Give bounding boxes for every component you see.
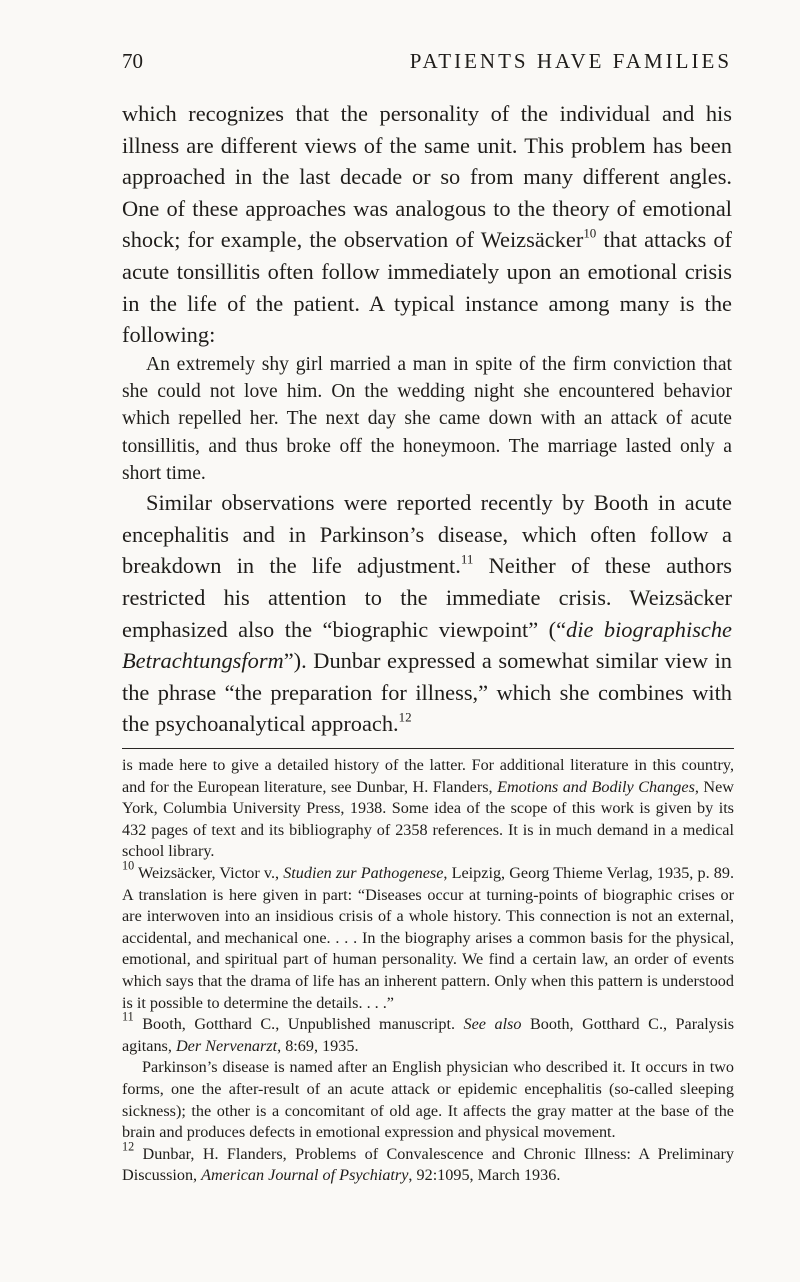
german-phrase: die biographische Betrachtungsform bbox=[122, 616, 732, 674]
running-title: PATIENTS HAVE FAMILIES bbox=[409, 49, 732, 73]
footnote-ref-10: 10 bbox=[583, 226, 597, 242]
paragraph-1: which recognizes that the personality of the individual and his illness are different views of the same unit. This problem has been approached in the last decade or so from many different angles. One of these approaches was analogous to the theory of emotional shock; for example, the observation of Weizsäcker$^{10}$ that attacks of acute tonsillitis often follow immediately upon an emotional crisis in the life of the patient. A typical instance among many is the following: bbox=[122, 101, 732, 348]
footnote-12: $^{12}$ Dunbar, H. Flanders, Problems of Convalescence and Chronic Illness: A Preliminary Discussion, American Journal of Psychiatry, 92:1095, March 1936. bbox=[122, 1138, 734, 1185]
running-header bbox=[122, 44, 732, 78]
footnote-11-parkinson-note: Parkinson’s disease is named after an English physician who described it. It occurs in two forms, one the after-result of an acute attack or epidemic encephalitis (so-called sleeping sickness); the other is a concomitant of old age. It affects the gray matter at the base of the brain and produces defects in emotional expression and physical movement. bbox=[122, 1058, 734, 1142]
main-text bbox=[122, 98, 732, 740]
footnote-ref-11: 11 bbox=[460, 552, 474, 568]
footnotes bbox=[122, 755, 734, 1187]
footnote-continuation: is made here to give a detailed history of the latter. For additional literature in this country, and for the European literature, see Dunbar, H. Flanders, Emotions and Bodily Changes, New York, Columbia University Press, 1938. Some idea of the scope of this work is given by its 432 pages of text and its bibliography of 2358 references. It is in much demand in a medical school library. bbox=[122, 756, 734, 861]
footnote-11: $^{11}$ Booth, Gotthard C., Unpublished manuscript. See also Booth, Gotthard C., Paralysis agitans, Der Nervenarzt, 8:69, 1935. bbox=[122, 1009, 734, 1055]
footnote-divider bbox=[122, 748, 734, 749]
footnote-ref-12: 12 bbox=[398, 710, 412, 726]
page-number: 70 bbox=[122, 49, 143, 73]
paragraph-2: Similar observations were reported recently by Booth in acute encephalitis and in Parkinson’s disease, which often follow a breakdown in the life adjustment.$^{11}$ Neither of these authors restricted his attention to the immediate crisis. Weizsäcker emphasized also the “biographic viewpoint” (“die biographische Betrachtungsform”). Dunbar expressed a somewhat similar view in the phrase “the preparation for illness,” which she combines with the psychoanalytical approach.$^{12}$ bbox=[122, 490, 733, 737]
footnote-10: $^{10}$ Weizsäcker, Victor v., Studien zur Pathogenese, Leipzig, Georg Thieme Verlag, 1935, p. 89. A translation is here given in part: “Diseases occur at turning-points of biographic crises or are interwoven into an insidious crisis of a whole history. This connection is not an external, accidental, and mechanical one. . . . In the biography arises a common basis for the physical, emotional, and spiritual part of human personality. We find a certain law, an order of events which says that the drama of life has an inherent pattern. Only when this pattern is understood is it possible to determine the details. . . .” bbox=[122, 858, 734, 1012]
block-quote: An extremely shy girl married a man in spite of the firm conviction that she could not love him. On the wedding night she encountered behavior which repelled her. The next day she came down with an attack of acute tonsillitis, and thus broke off the honeymoon. The marriage lasted only a short time. bbox=[122, 353, 732, 484]
